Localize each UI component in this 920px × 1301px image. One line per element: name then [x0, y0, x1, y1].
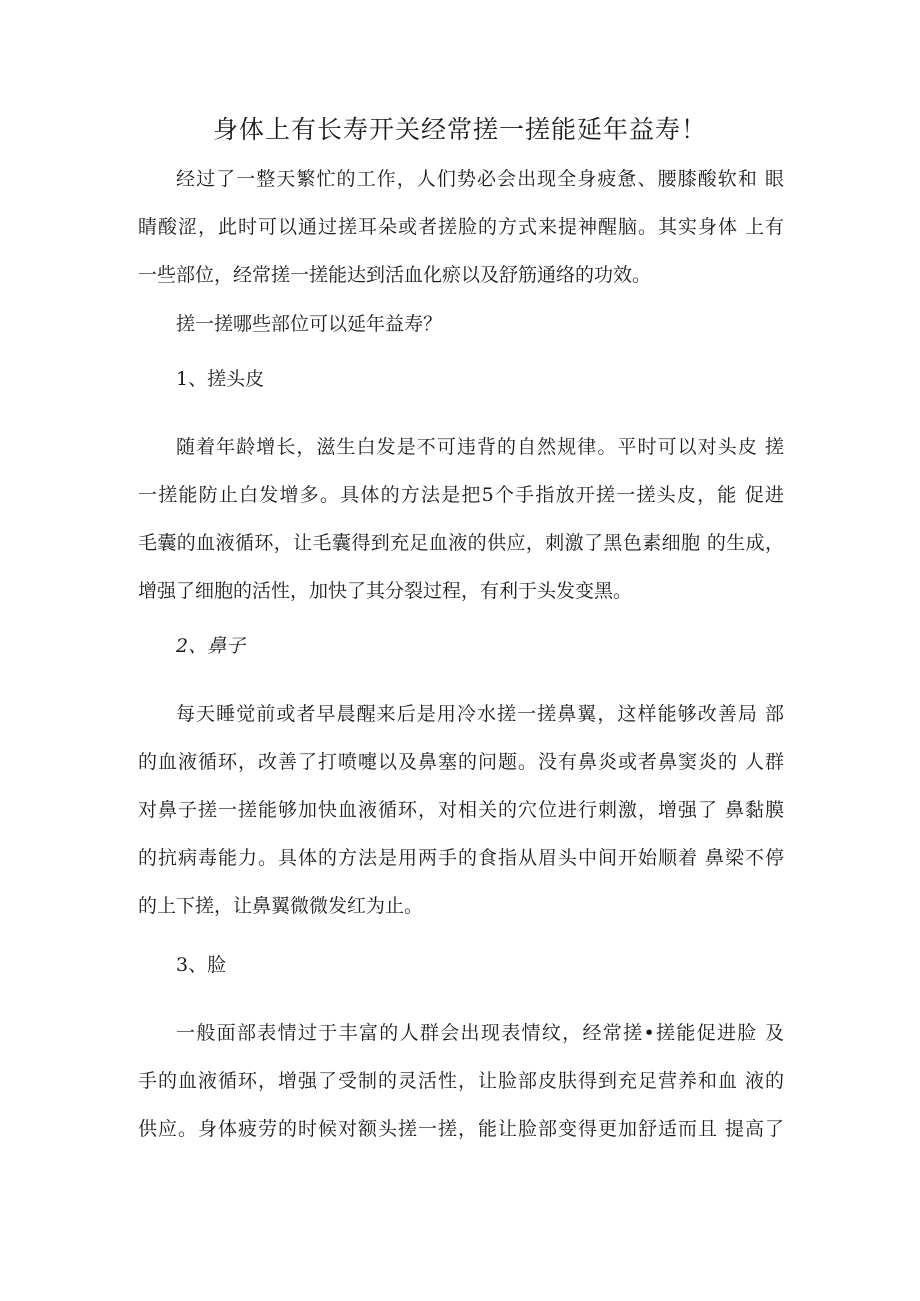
paragraph-line: 一搓能防止白发增多。具体的方法是把5个手指放开搓一搓头皮，能 促进 [138, 484, 784, 506]
document-title: 身体上有长寿开关经常搓一搓能延年益寿！ [212, 115, 707, 144]
paragraph-line: 对鼻子搓一搓能够加快血液循环，对相关的穴位进行刺激，增强了 鼻黏膜 [138, 799, 784, 821]
paragraph-line: 一些部位，经常搓一搓能达到活血化瘀以及舒筋通络的功效。 [138, 264, 652, 286]
question-line: 搓一搓哪些部位可以延年益寿？ [176, 313, 443, 335]
paragraph-line: 的抗病毒能力。具体的方法是用两手的食指从眉头中间开始顺着 鼻梁不停 [138, 847, 784, 869]
paragraph-line: 手的血液循环，增强了受制的灵活性，让脸部皮肤得到充足营养和血 液的 [138, 1070, 784, 1092]
paragraph-line: 睛酸涩，此时可以通过搓耳朵或者搓脸的方式来提神醒脑。其实身体 上有 [138, 216, 784, 238]
nose-paragraph [138, 690, 784, 930]
scalp-paragraph [138, 423, 784, 615]
intro-paragraph [138, 155, 784, 299]
paragraph-line: 随着年龄增长，滋生白发是不可违背的自然规律。平时可以对头皮 搓 [176, 436, 784, 458]
paragraph-line: 的血液循环，改善了打喷嚏以及鼻塞的问题。没有鼻炎或者鼻窦炎的 人群 [138, 751, 784, 773]
paragraph-line: 的上下搓，让鼻翼微微发红为止。 [138, 895, 424, 917]
paragraph-line: 供应。身体疲劳的时候对额头搓一搓，能让脸部变得更加舒适而且 提高了 [138, 1118, 784, 1140]
section-heading-scalp: 1、搓头皮 [176, 368, 265, 390]
paragraph-line: 毛囊的血液循环，让毛囊得到充足血液的供应，刺激了黑色素细胞 的生成， [138, 532, 784, 554]
section-heading-nose: 2、鼻子 [176, 635, 246, 657]
paragraph-line: 经过了一整天繁忙的工作，人们势必会出现全身疲惫、腰膝酸软和 眼 [176, 168, 784, 190]
section-heading-face: 3、脸 [176, 954, 227, 976]
paragraph-line: 每天睡觉前或者早晨醒来后是用冷水搓一搓鼻翼，这样能够改善局 部 [176, 703, 784, 725]
paragraph-line: 增强了细胞的活性，加快了其分裂过程，有利于头发变黑。 [138, 580, 633, 602]
paragraph-line: 一般面部表情过于丰富的人群会出现表情纹，经常搓•搓能促进脸 及 [176, 1022, 784, 1044]
face-paragraph [138, 1009, 784, 1153]
